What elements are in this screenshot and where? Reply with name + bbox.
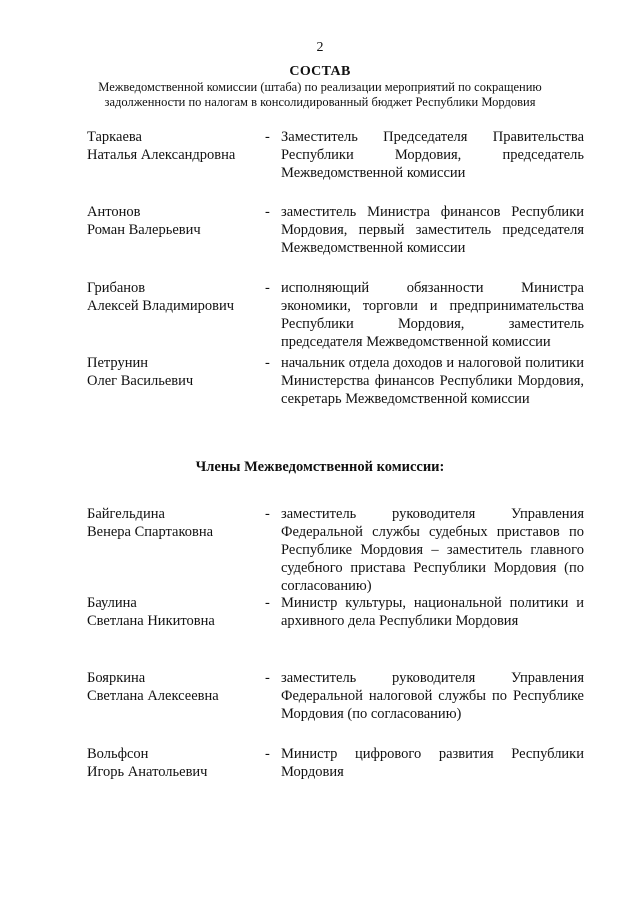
dash-separator: - bbox=[265, 670, 270, 686]
person-role: заместитель руководителя Управления Федеральной службы судебных приставов по Республике Мордовия – заместитель главного судебного пристава Республики Мордовия (по согласованию) bbox=[281, 506, 584, 594]
dash-separator: - bbox=[265, 746, 270, 762]
person-given-names: Венера Спартаковна bbox=[87, 524, 214, 540]
person-given-names: Светлана Алексеевна bbox=[87, 688, 219, 704]
person-surname: Вольфсон bbox=[87, 746, 149, 762]
dash-separator: - bbox=[265, 355, 270, 371]
members-heading: Члены Межведомственной комиссии: bbox=[195, 459, 445, 475]
person-role: Министр культуры, национальной политики и архивного дела Республики Мордовия bbox=[281, 595, 584, 629]
person-name bbox=[87, 354, 265, 390]
person-surname: Грибанов bbox=[87, 280, 146, 296]
document-heading: СОСТАВ bbox=[289, 64, 351, 79]
person-role: Министр цифрового развития Республики Мордовия bbox=[281, 746, 584, 780]
person-name bbox=[87, 594, 265, 630]
person-given-names: Игорь Анатольевич bbox=[87, 764, 208, 780]
person-role: заместитель руководителя Управления Федеральной налоговой службы по Республике Мордовия (по согласованию) bbox=[281, 670, 584, 722]
dash-separator: - bbox=[265, 129, 270, 145]
person-role: Заместитель Председателя Правительства Республики Мордовия, председатель Межведомственной комиссии bbox=[281, 129, 584, 181]
person-surname: Таркаева bbox=[87, 129, 142, 145]
document-subheading: Межведомственной комиссии (штаба) по реализации мероприятий по сокращению задолженности по налогам в консолидированный бюджет Республики Мордовия bbox=[98, 80, 542, 109]
person-given-names: Олег Васильевич bbox=[87, 373, 194, 389]
person-given-names: Светлана Никитовна bbox=[87, 613, 215, 629]
person-given-names: Алексей Владимирович bbox=[87, 298, 235, 314]
person-name bbox=[87, 128, 265, 164]
person-role: исполняющий обязанности Министра экономики, торговли и предпринимательства Республики Мордовия, заместитель председателя Межведомственной комиссии bbox=[281, 280, 584, 350]
person-surname: Байгельдина bbox=[87, 506, 165, 522]
person-surname: Бояркина bbox=[87, 670, 146, 686]
dash-separator: - bbox=[265, 506, 270, 522]
person-given-names: Роман Валерьевич bbox=[87, 222, 201, 238]
person-name bbox=[87, 669, 265, 705]
person-name bbox=[87, 505, 265, 541]
dash-separator: - bbox=[265, 204, 270, 220]
person-given-names: Наталья Александровна bbox=[87, 147, 236, 163]
person-surname: Баулина bbox=[87, 595, 137, 611]
person-surname: Антонов bbox=[87, 204, 141, 220]
person-role: заместитель Министра финансов Республики Мордовия, первый заместитель председателя Межведомственной комиссии bbox=[281, 204, 584, 256]
person-role: начальник отдела доходов и налоговой политики Министерства финансов Республики Мордовия, секретарь Межведомственной комиссии bbox=[281, 355, 584, 407]
person-name bbox=[87, 203, 265, 239]
person-name bbox=[87, 279, 265, 315]
page-number: 2 bbox=[316, 40, 324, 55]
dash-separator: - bbox=[265, 595, 270, 611]
person-surname: Петрунин bbox=[87, 355, 149, 371]
dash-separator: - bbox=[265, 280, 270, 296]
person-name bbox=[87, 745, 265, 781]
